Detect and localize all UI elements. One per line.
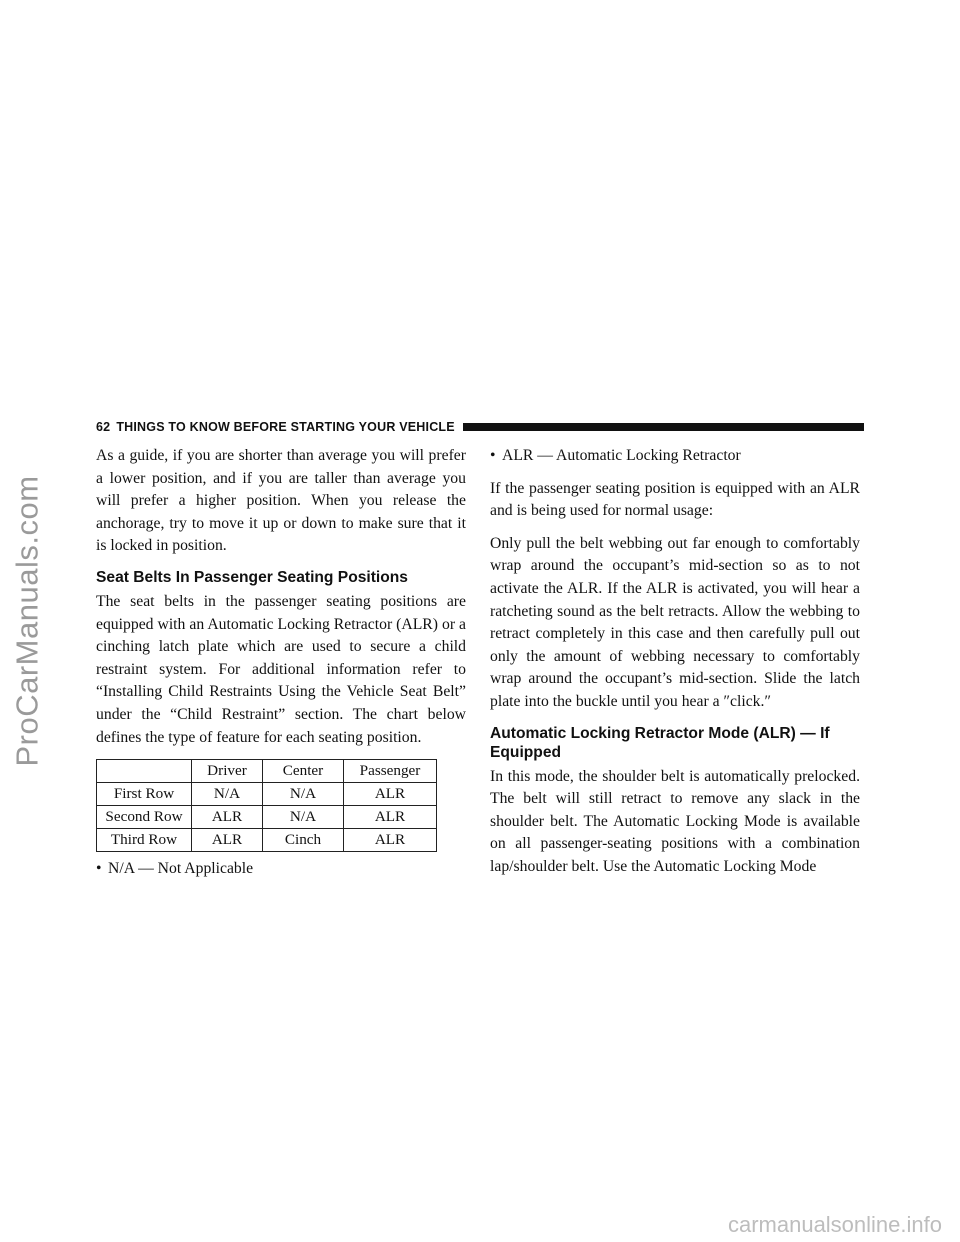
table-cell: N/A [263, 783, 344, 806]
bullet-dot: • [490, 447, 496, 464]
table-cell: ALR [344, 806, 437, 829]
table-cell: N/A [192, 783, 263, 806]
side-watermark [4, 0, 52, 1242]
page-header [96, 417, 864, 437]
table-row [97, 783, 437, 806]
table-row [97, 806, 437, 829]
table-header-cell: Center [263, 760, 344, 783]
left-column [96, 445, 466, 891]
table-cell: ALR [344, 783, 437, 806]
table-cell: First Row [97, 783, 192, 806]
bullet-dot: • [96, 860, 102, 878]
table-header-cell [97, 760, 192, 783]
table-cell: Cinch [263, 829, 344, 852]
bullet-not-applicable [96, 858, 466, 881]
table-cell: N/A [263, 806, 344, 829]
table-cell: ALR [192, 829, 263, 852]
table-row [97, 829, 437, 852]
heading-alr-mode: Automatic Locking Retractor Mode (ALR) — If Equipped [490, 724, 830, 761]
table-cell: Third Row [97, 829, 192, 852]
passenger-belts-paragraph: The seat belts in the passenger seating positions are equipped with an Automatic Locking Retractor (ALR) or a cinching latch plate which are used to secure a child restraint system. For additional information refer to “Installing Child Restraints Using the Vehicle Seat Belt” under the “Child Restraint” section. The chart below defines the type of feature for each seating position. [96, 592, 466, 746]
bullet-text: N/A — Not Applicable [108, 860, 254, 878]
section-title: THINGS TO KNOW BEFORE STARTING YOUR VEHICLE [116, 420, 455, 434]
webbing-paragraph: Only pull the belt webbing out far enough to comfortably wrap around the occupant’s mid-section so as to not activate the ALR. If the ALR is activated, you will hear a ratcheting sound as the belt retracts. Allow the webbing to retract completely in this case and then carefully pull out only the amount of webbing necessary to comfortably wrap around the occupant’s mid-section. Slide the latch plate into the buckle until you hear a ″click.″ [490, 534, 860, 710]
table-header-cell: Driver [192, 760, 263, 783]
table-cell: ALR [344, 829, 437, 852]
intro-paragraph: As a guide, if you are shorter than average you will prefer a lower position, and if you are taller than average you will prefer a higher position. When you release the anchorage, try to move it up or down to make sure that it is locked in position. [96, 447, 466, 555]
footer-watermark: carmanualsonline.info [727, 1212, 942, 1237]
heading-passenger-seat-belts: Seat Belts In Passenger Seating Positions [96, 568, 408, 586]
alr-mode-paragraph: In this mode, the shoulder belt is automatically prelocked. The belt will still retract to remove any slack in the shoulder belt. The Automatic Locking Mode is available on all passenger-seating positions with a combination lap/shoulder belt. Use the Automatic Locking Mode [490, 767, 860, 875]
seating-feature-table [96, 759, 437, 852]
page-number: 62 [96, 420, 111, 434]
table-header-cell: Passenger [344, 760, 437, 783]
bullet-text: ALR — Automatic Locking Retractor [502, 447, 741, 464]
bullet-alr [490, 445, 860, 468]
table-cell: Second Row [97, 806, 192, 829]
table-header-row [97, 760, 437, 783]
header-rule [463, 423, 864, 431]
alr-usage-paragraph: If the passenger seating position is equipped with an ALR and is being used for normal usage: [490, 479, 860, 520]
side-watermark-text: ProCarManuals.com [10, 475, 46, 767]
table-cell: ALR [192, 806, 263, 829]
right-column [490, 445, 860, 889]
